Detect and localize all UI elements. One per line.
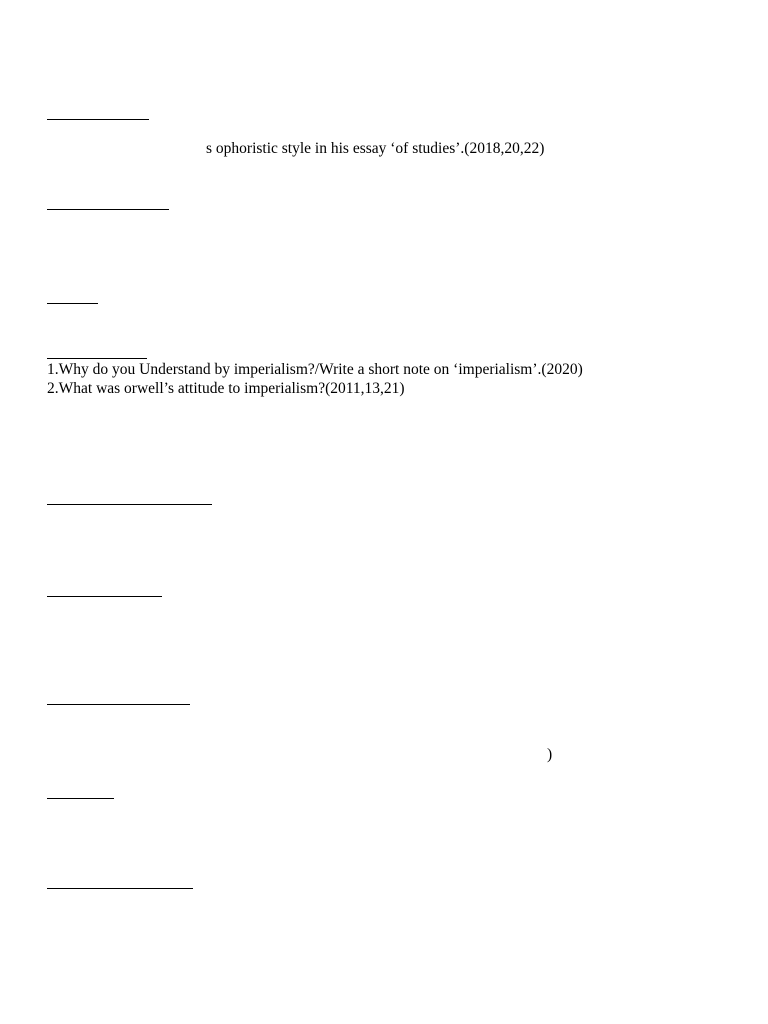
heading-underline-1 (47, 119, 149, 120)
heading-underline-3 (47, 303, 98, 304)
heading-underline-7 (47, 704, 190, 705)
question-text: 2.What was orwell’s attitude to imperialism?(2011,13,21) (47, 380, 405, 397)
heading-underline-2 (47, 209, 169, 210)
heading-underline-8 (47, 798, 114, 799)
heading-underline-5 (47, 504, 212, 505)
heading-underline-9 (47, 888, 193, 889)
stray-parenthesis: ) (547, 746, 553, 763)
question-text: s ophoristic style in his essay ‘of studies’.(2018,20,22) (206, 140, 545, 157)
heading-underline-6 (47, 596, 162, 597)
question-text: 1.Why do you Understand by imperialism?/Write a short note on ‘imperialism’.(2020) (47, 361, 583, 378)
heading-underline-4 (47, 358, 147, 359)
